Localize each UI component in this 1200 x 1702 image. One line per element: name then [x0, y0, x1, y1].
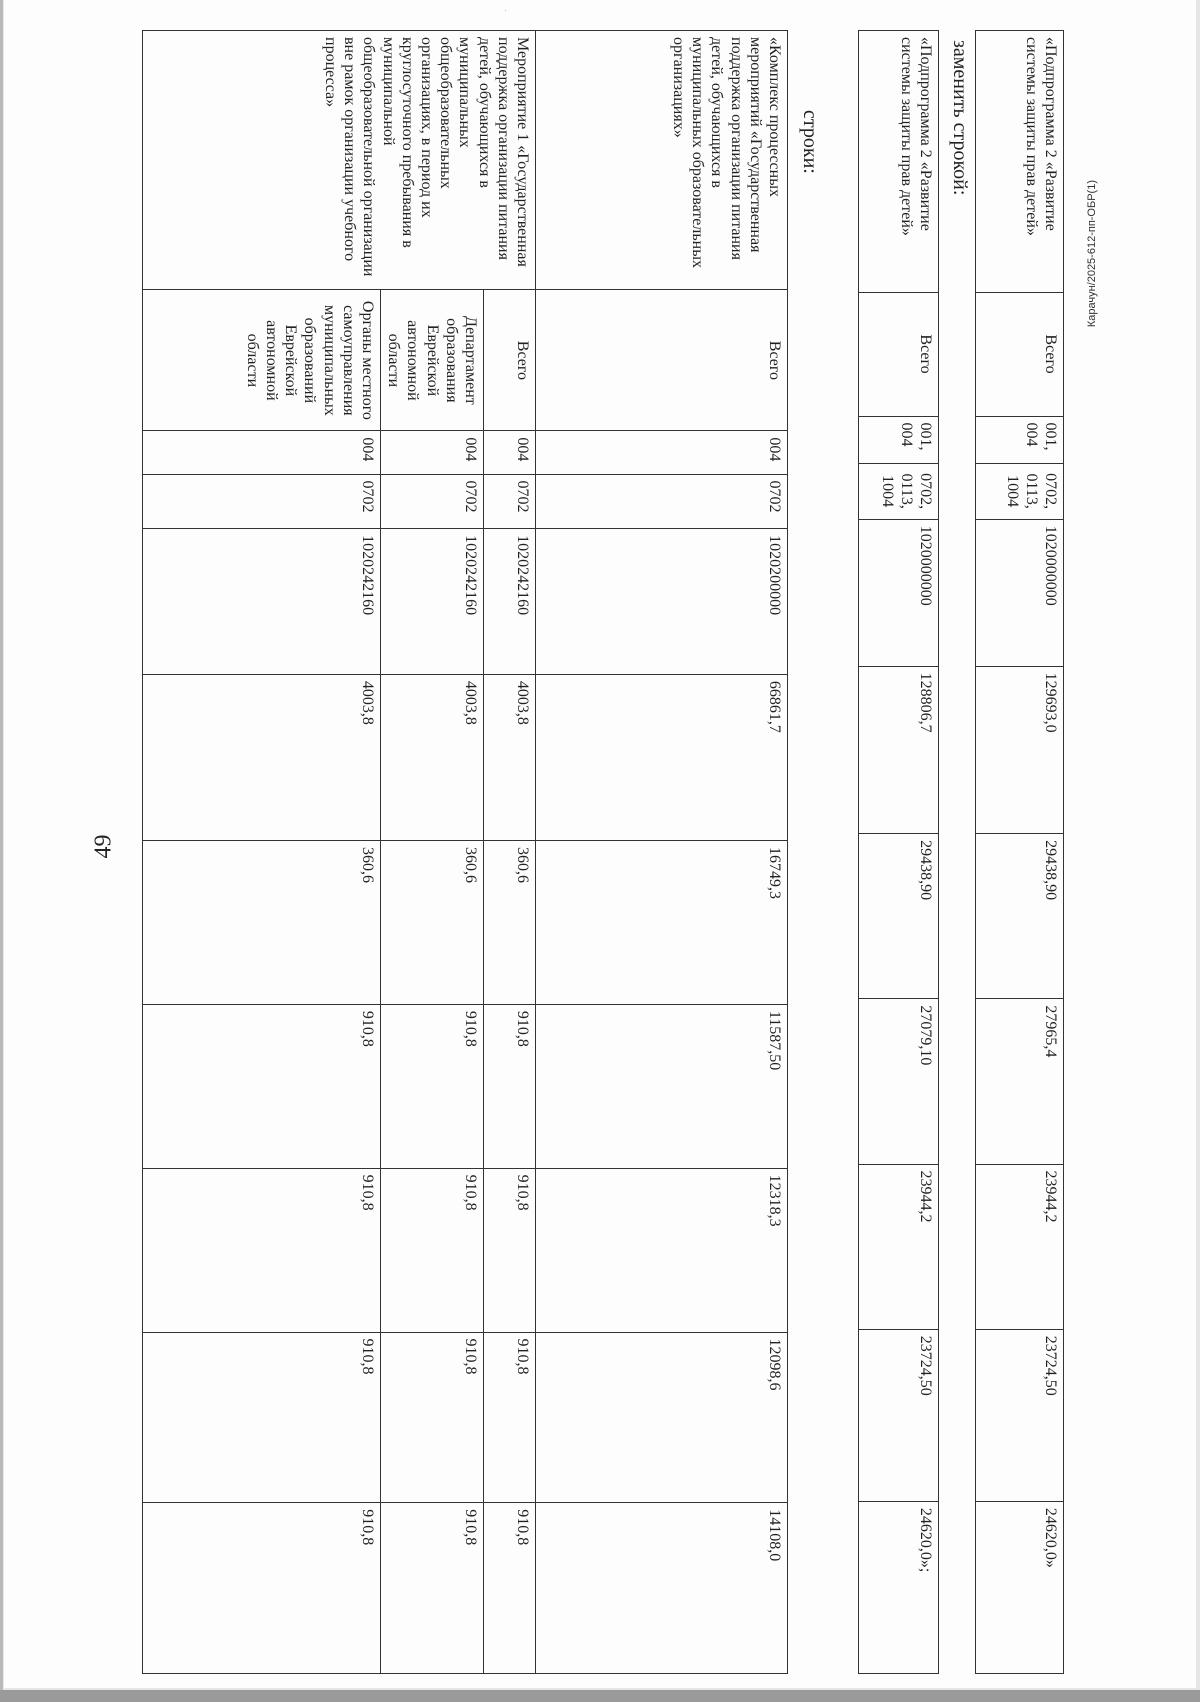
cell-year-1: 29438,90: [976, 834, 1064, 999]
cell-year-5: 910,8: [143, 1503, 381, 1674]
cell-year-5: 14108,0: [536, 1503, 788, 1674]
cell-measure-name: Мероприятие 1 «Государственная поддержка организации питания детей, обучающихся в муниципальных общеобразовательных организациях, в период их круглосуточного пребывания в муниципальной общеобразовательной организации вне рамок организации учебного процесса»: [143, 31, 536, 290]
cell-year-1: 16749,3: [536, 840, 788, 1004]
cell-year-4: 910,8: [484, 1332, 536, 1503]
table-new-row: [858, 30, 939, 1674]
footer-document-code: Карачун/2025-612-пп-ОБР(1): [1086, 180, 1098, 328]
cell-year-4: 23724,50: [859, 1329, 939, 1501]
cell-year-1: 29438,90: [859, 834, 939, 999]
cell-target-article: 1020200000: [536, 529, 788, 675]
cell-total: 129693,0: [976, 666, 1064, 834]
table-rows: [142, 30, 788, 1674]
cell-year-2: 910,8: [143, 1004, 381, 1168]
cell-grbs: 001, 004: [976, 416, 1064, 463]
caption-replace: заменить строкой:: [949, 40, 971, 196]
cell-section: 0702, 0113, 1004: [976, 463, 1064, 519]
cell-year-1: 360,6: [381, 840, 484, 1004]
cell-year-1: 360,6: [143, 840, 381, 1004]
cell-year-2: 27965,4: [976, 999, 1064, 1164]
cell-year-1: 360,6: [484, 840, 536, 1004]
cell-year-4: 12098,6: [536, 1332, 788, 1503]
caption-rows: строки:: [799, 110, 821, 174]
cell-section: 0702, 0113, 1004: [859, 463, 939, 519]
cell-grbs: 004: [381, 431, 484, 474]
table-row: [859, 31, 939, 1674]
cell-year-4: 910,8: [381, 1332, 484, 1503]
cell-scope: Всего: [536, 290, 788, 431]
cell-year-5: 24620,0»;: [859, 1501, 939, 1673]
cell-grbs: 004: [484, 431, 536, 474]
cell-executor: Департамент образования Еврейской автономной области: [381, 290, 484, 431]
scan-edge-left: [0, 0, 3, 1702]
cell-section: 0702: [536, 474, 788, 529]
cell-grbs: 004: [536, 431, 788, 474]
table-row: [536, 31, 788, 1674]
cell-total: 66861,7: [536, 674, 788, 840]
cell-grbs: 004: [143, 431, 381, 474]
table-row: [976, 31, 1064, 1674]
cell-year-2: 910,8: [484, 1004, 536, 1168]
cell-target-article: 1020242160: [484, 529, 536, 675]
page-number: 49: [90, 834, 117, 859]
cell-section: 0702: [143, 474, 381, 529]
cell-scope: Всего: [859, 292, 939, 416]
cell-year-3: 910,8: [484, 1168, 536, 1332]
cell-executor: Органы местного самоуправления муниципальных образований Еврейской автономной области: [143, 290, 381, 431]
scan-speck: ⋅: [504, 6, 508, 17]
cell-program-name: «Подпрограмма 2 «Развитие системы защиты прав детей»: [859, 31, 939, 293]
cell-year-5: 910,8: [381, 1503, 484, 1674]
cell-section: 0702: [381, 474, 484, 529]
cell-year-3: 910,8: [143, 1168, 381, 1332]
cell-year-5: 910,8: [484, 1503, 536, 1674]
scan-edge-bottom: [0, 1690, 1200, 1702]
cell-total: 4003,8: [381, 674, 484, 840]
cell-year-3: 23944,2: [976, 1164, 1064, 1329]
cell-target-article: 1020000000: [859, 519, 939, 666]
cell-year-4: 910,8: [143, 1332, 381, 1503]
cell-year-2: 910,8: [381, 1004, 484, 1168]
cell-year-3: 910,8: [381, 1168, 484, 1332]
cell-complex-name: «Комплекс процессных мероприятий «Государственная поддержка организации питания детей, обучающихся в муниципальных образовательных организациях»: [536, 31, 788, 290]
cell-year-2: 11587,50: [536, 1004, 788, 1168]
rotated-content: [164, 30, 1064, 1674]
cell-year-5: 24620,0»: [976, 1501, 1064, 1673]
cell-total: 128806,7: [859, 666, 939, 834]
cell-section: 0702: [484, 474, 536, 529]
cell-total: 4003,8: [143, 674, 381, 840]
cell-scope: Всего: [484, 290, 536, 431]
cell-year-3: 12318,3: [536, 1168, 788, 1332]
table-row: [484, 31, 536, 1674]
table-old-row: [975, 30, 1064, 1674]
cell-target-article: 1020000000: [976, 519, 1064, 666]
cell-target-article: 1020242160: [381, 529, 484, 675]
cell-program-name: «Подпрограмма 2 «Развитие системы защиты прав детей»: [976, 31, 1064, 293]
cell-grbs: 001, 004: [859, 416, 939, 463]
cell-year-3: 23944,2: [859, 1164, 939, 1329]
cell-target-article: 1020242160: [143, 529, 381, 675]
cell-year-4: 23724,50: [976, 1329, 1064, 1501]
cell-scope: Всего: [976, 292, 1064, 416]
cell-total: 4003,8: [484, 674, 536, 840]
cell-year-2: 27079,10: [859, 999, 939, 1164]
